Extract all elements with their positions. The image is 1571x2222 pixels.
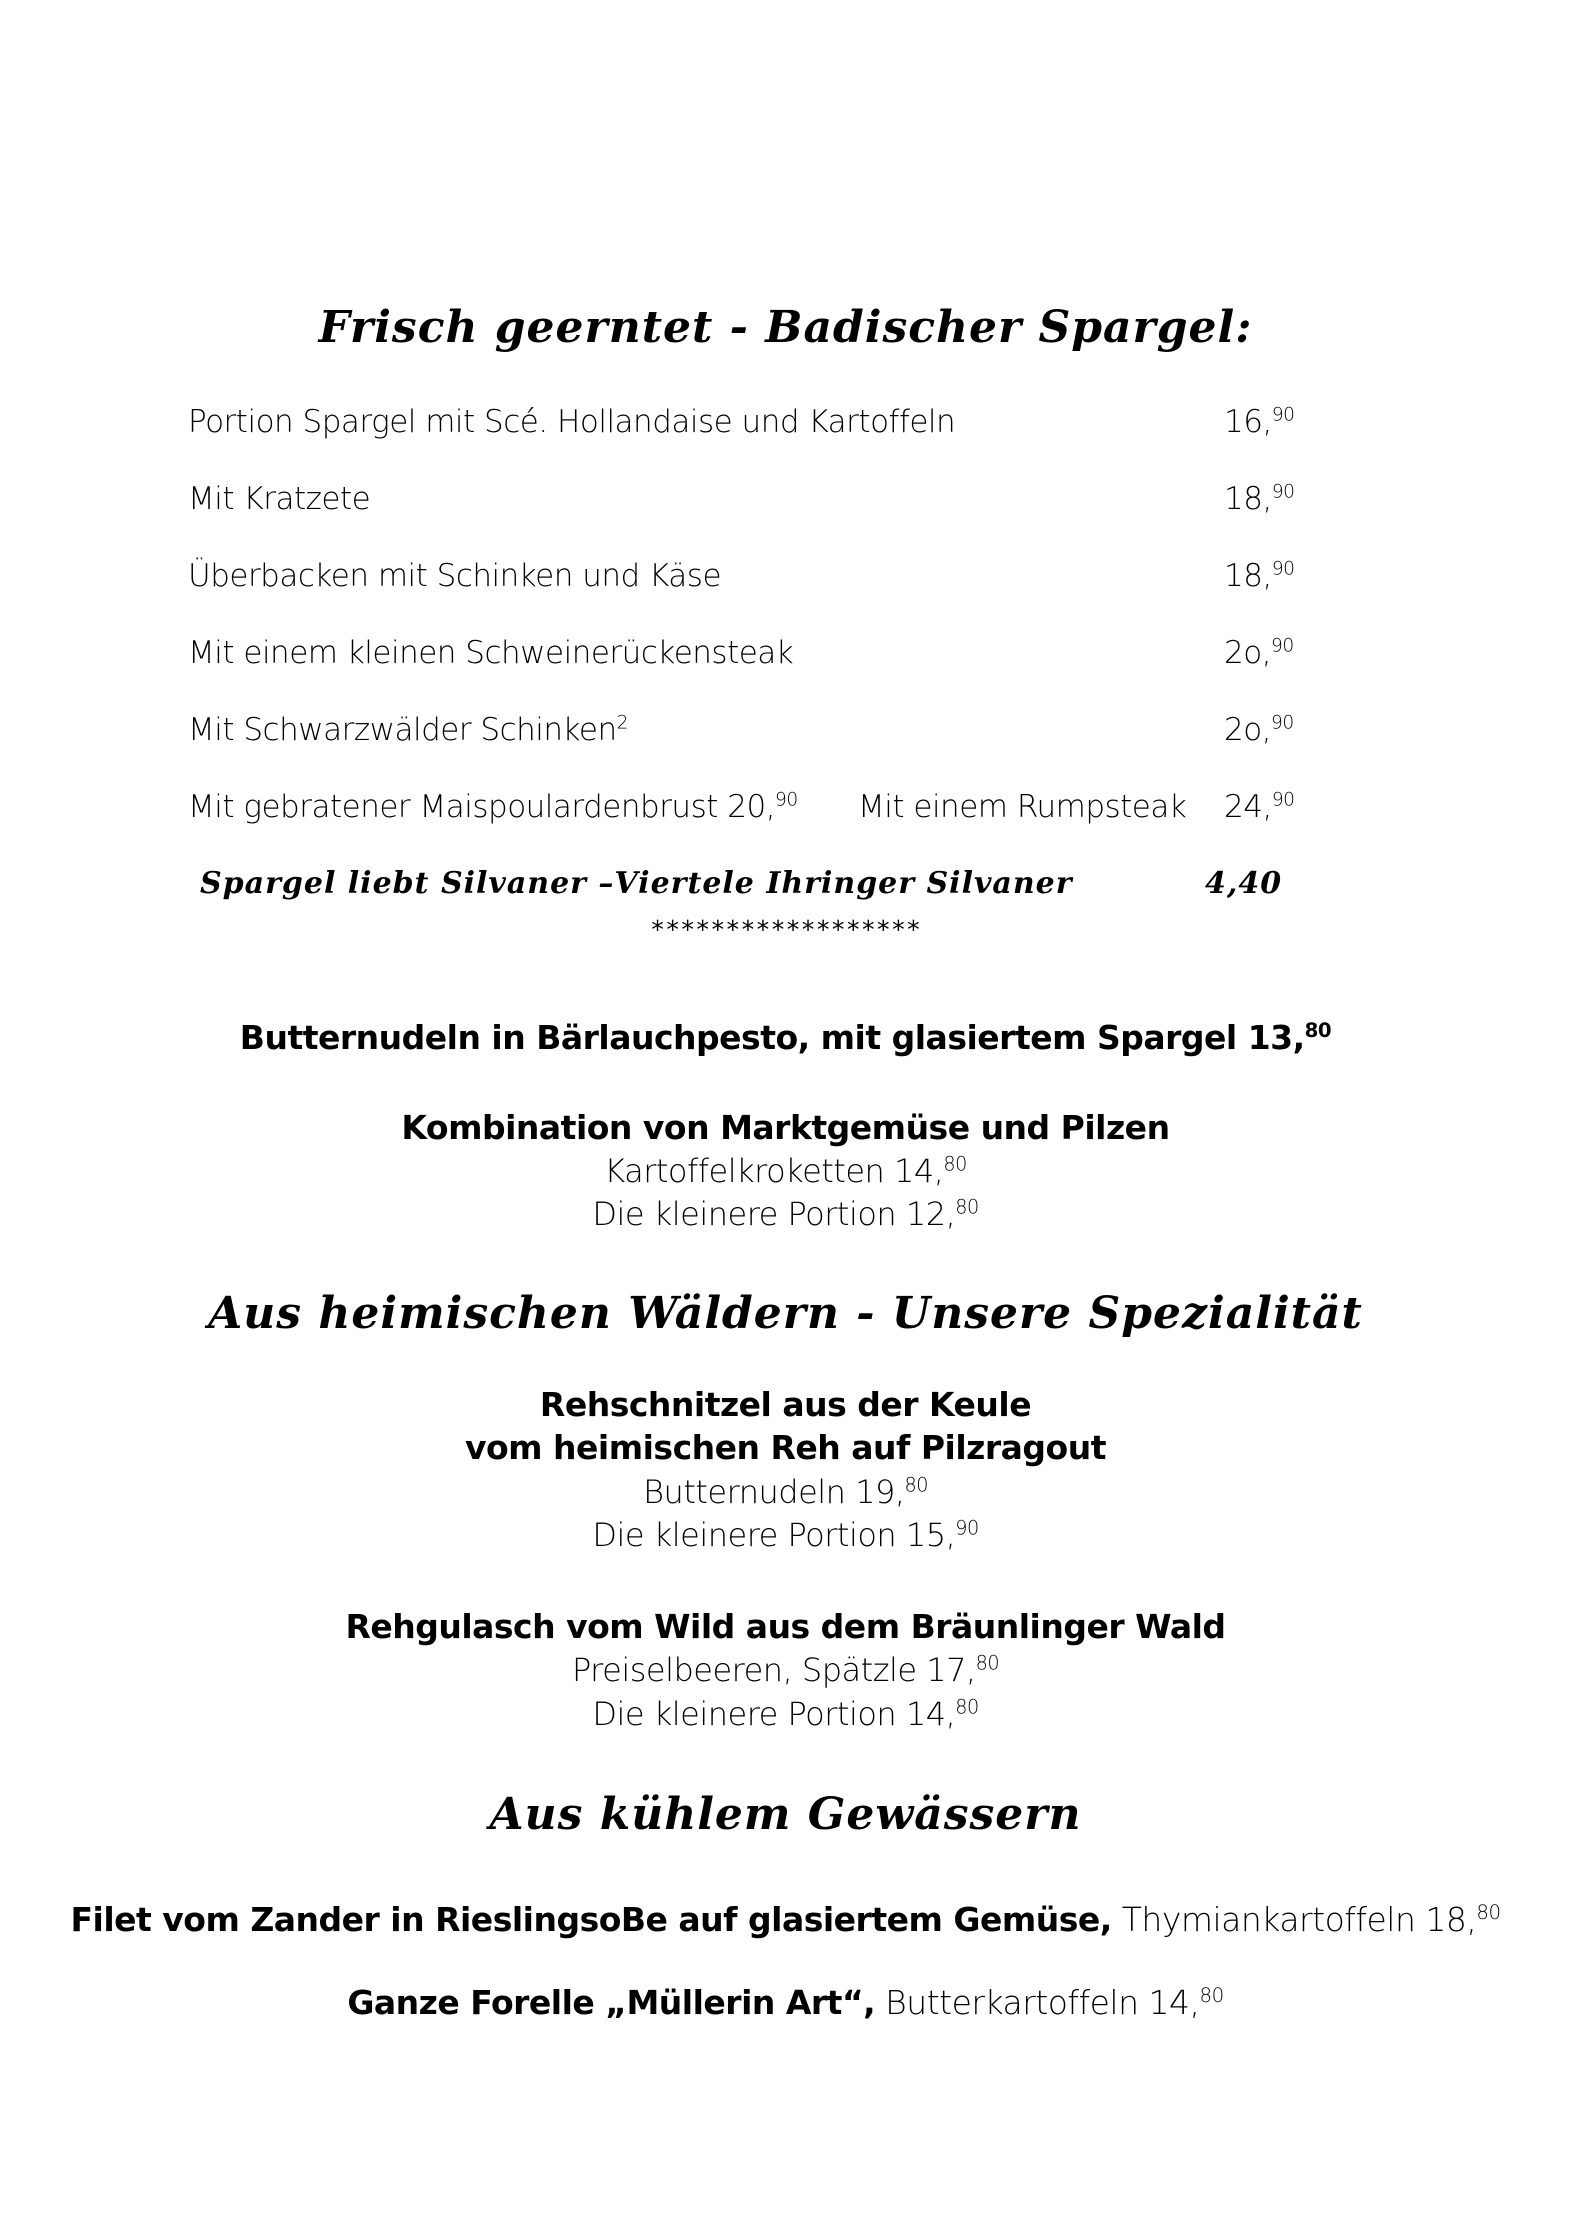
fish-item: Ganze Forelle „Müllerin Art“, Butterkartoffeln 14,80 (347, 1983, 1224, 2022)
fish-name: Ganze Forelle „Müllerin Art“, (347, 1983, 876, 2022)
item-price: 2o,$^{90}$ (1224, 635, 1294, 671)
item-price: 16,90 (1224, 404, 1295, 440)
menu-item (188, 712, 1308, 748)
fish-item: Filet vom Zander in RieslingsoBe auf glasiertem Gemüse, Thymiankartoffeln 18,80 (70, 1900, 1501, 1939)
item-name: Mit Schwarzwälder Schinken$^2$ (188, 712, 628, 748)
wine-price: 4,40 (1205, 866, 1283, 901)
fish-side: Thymiankartoffeln 18, (1111, 1900, 1477, 1939)
divider-stars: ****************** (650, 915, 921, 944)
menu-item (188, 635, 1308, 671)
item-name: Mit gebratener Maispoulardenbrust 20,90 (188, 789, 798, 825)
dish-title: Rehgulasch vom Wild aus dem Bräunlinger Wald (345, 1607, 1226, 1646)
dish-line: Preiselbeeren, Spätzle 17,80 (571, 1651, 1000, 1689)
menu-item (188, 404, 1308, 440)
item-price: 18,90 (1224, 558, 1295, 594)
item-name: Portion Spargel mit Scé. Hollandaise und Kartoffeln (188, 404, 956, 440)
item-name: Mit Kratzete (188, 481, 371, 517)
dish-line: Kartoffelkroketten 14,80 (604, 1152, 967, 1190)
section-title-gewaessern: Aus kühlem Gewässern (489, 1789, 1082, 1840)
item-name-rumpsteak: Mit einem Rumpsteak (858, 789, 1187, 825)
dish-line: Die kleinere Portion 14,80 (592, 1695, 979, 1733)
item-price: 2o,$^{90}$ (1224, 712, 1294, 748)
item-price: 18,90 (1224, 481, 1295, 517)
dish-title: Butternudeln in Bärlauchpesto, mit glasiertem Spargel 13,80 (239, 1018, 1332, 1057)
dish-line: Die kleinere Portion 12,80 (592, 1195, 979, 1233)
fish-side: Butterkartoffeln 14, (875, 1983, 1200, 2022)
dish-title: Kombination von Marktgemüse und Pilzen (401, 1108, 1170, 1147)
section-title-walder: Aus heimischen Wäldern - Unsere Spezialität (208, 1288, 1363, 1339)
dish-line: Butternudeln 19,80 (643, 1473, 928, 1511)
dish-title: Rehschnitzel aus der Keule (539, 1385, 1032, 1424)
fish-name: Filet vom Zander in RieslingsoBe auf glasiertem Gemüse, (70, 1900, 1112, 1939)
menu-item (188, 481, 1308, 517)
item-price: 24,90 (1224, 789, 1295, 825)
dish-line: Die kleinere Portion 15,90 (592, 1516, 979, 1554)
menu-item-combo (188, 789, 1308, 825)
wine-recommendation (200, 866, 1283, 901)
item-name: Überbacken mit Schinken und Käse (188, 558, 722, 594)
item-name: Mit einem kleinen Schweinerückensteak (188, 635, 794, 671)
dish-title: vom heimischen Reh auf Pilzragout (464, 1428, 1106, 1467)
menu-item (188, 558, 1308, 594)
section-title-spargel: Frisch geerntet - Badischer Spargel: (318, 302, 1253, 353)
wine-text: Spargel liebt Silvaner –Viertele Ihringer Silvaner (200, 866, 1073, 901)
